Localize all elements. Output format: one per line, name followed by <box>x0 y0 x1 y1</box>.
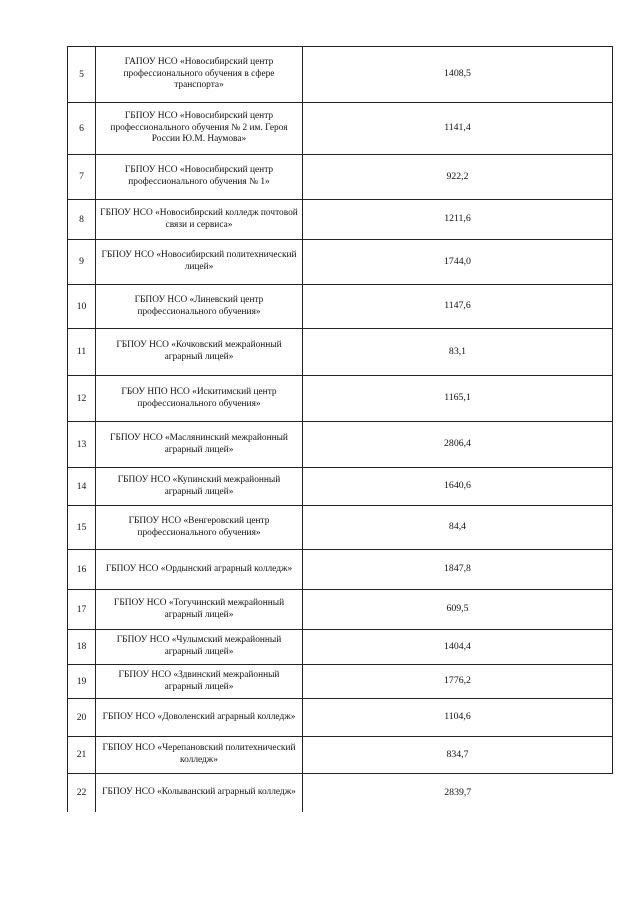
row-number: 19 <box>68 665 96 699</box>
table-row <box>68 774 613 812</box>
amount-value: 1408,5 <box>303 47 613 103</box>
institution-name: ГБПОУ НСО «Линевский центр профессионального обучения» <box>96 285 303 329</box>
institution-name: ГАПОУ НСО «Новосибирский центр профессионального обучения в сфере транспорта» <box>96 47 303 103</box>
row-number: 13 <box>68 422 96 468</box>
row-number: 12 <box>68 376 96 422</box>
amount-value: 1141,4 <box>303 103 613 155</box>
table-row <box>68 285 613 329</box>
table-row <box>68 422 613 468</box>
row-number: 10 <box>68 285 96 329</box>
row-number: 14 <box>68 468 96 506</box>
amount-value: 1744,0 <box>303 240 613 285</box>
table-row <box>68 47 613 103</box>
amount-value: 1640,6 <box>303 468 613 506</box>
table-row <box>68 376 613 422</box>
row-number: 17 <box>68 590 96 630</box>
institution-name: ГБПОУ НСО «Здвинский межрайонный аграрный лицей» <box>96 665 303 699</box>
amount-value: 84,4 <box>303 506 613 550</box>
table-row <box>68 737 613 774</box>
row-number: 8 <box>68 200 96 240</box>
amount-value: 1211,6 <box>303 200 613 240</box>
row-number: 6 <box>68 103 96 155</box>
institution-name: ГБПОУ НСО «Черепановский политехнический колледж» <box>96 737 303 774</box>
row-number: 9 <box>68 240 96 285</box>
row-number: 15 <box>68 506 96 550</box>
funding-table <box>67 46 613 812</box>
institution-name: ГБПОУ НСО «Новосибирский центр профессионального обучения № 1» <box>96 155 303 200</box>
institution-name: ГБПОУ НСО «Тогучинский межрайонный аграрный лицей» <box>96 590 303 630</box>
institution-name: ГБПОУ НСО «Ордынский аграрный колледж» <box>96 550 303 590</box>
institution-name: ГБПОУ НСО «Колыванский аграрный колледж» <box>96 774 303 812</box>
table-row <box>68 329 613 376</box>
amount-value: 83,1 <box>303 329 613 376</box>
institution-name: ГБПОУ НСО «Доволенский аграрный колледж» <box>96 699 303 737</box>
amount-value: 834,7 <box>303 737 613 774</box>
amount-value: 1147,6 <box>303 285 613 329</box>
table-row <box>68 506 613 550</box>
institution-name: ГБПОУ НСО «Купинский межрайонный аграрный лицей» <box>96 468 303 506</box>
amount-value: 2839,7 <box>303 774 613 812</box>
institution-name: ГБПОУ НСО «Венгеровский центр профессионального обучения» <box>96 506 303 550</box>
amount-value: 1165,1 <box>303 376 613 422</box>
institution-name: ГБПОУ НСО «Новосибирский политехнический лицей» <box>96 240 303 285</box>
table-row <box>68 155 613 200</box>
row-number: 18 <box>68 630 96 665</box>
row-number: 20 <box>68 699 96 737</box>
table-row <box>68 103 613 155</box>
row-number: 21 <box>68 737 96 774</box>
institution-name: ГБОУ НПО НСО «Искитимский центр профессионального обучения» <box>96 376 303 422</box>
table-row <box>68 550 613 590</box>
row-number: 22 <box>68 774 96 812</box>
row-number: 5 <box>68 47 96 103</box>
table-row <box>68 630 613 665</box>
table-row <box>68 468 613 506</box>
amount-value: 922,2 <box>303 155 613 200</box>
institution-name: ГБПОУ НСО «Чулымский межрайонный аграрный лицей» <box>96 630 303 665</box>
row-number: 16 <box>68 550 96 590</box>
amount-value: 1776,2 <box>303 665 613 699</box>
table-row <box>68 240 613 285</box>
institution-name: ГБПОУ НСО «Новосибирский колледж почтовой связи и сервиса» <box>96 200 303 240</box>
amount-value: 1404,4 <box>303 630 613 665</box>
institution-name: ГБПОУ НСО «Кочковский межрайонный аграрный лицей» <box>96 329 303 376</box>
table-row <box>68 200 613 240</box>
row-number: 7 <box>68 155 96 200</box>
table-row <box>68 590 613 630</box>
row-number: 11 <box>68 329 96 376</box>
amount-value: 2806,4 <box>303 422 613 468</box>
table-row <box>68 665 613 699</box>
table-row <box>68 699 613 737</box>
amount-value: 1847,8 <box>303 550 613 590</box>
institution-name: ГБПОУ НСО «Новосибирский центр профессионального обучения № 2 им. Героя России Ю.М. Наумова» <box>96 103 303 155</box>
institution-name: ГБПОУ НСО «Маслянинский межрайонный аграрный лицей» <box>96 422 303 468</box>
amount-value: 1104,6 <box>303 699 613 737</box>
amount-value: 609,5 <box>303 590 613 630</box>
